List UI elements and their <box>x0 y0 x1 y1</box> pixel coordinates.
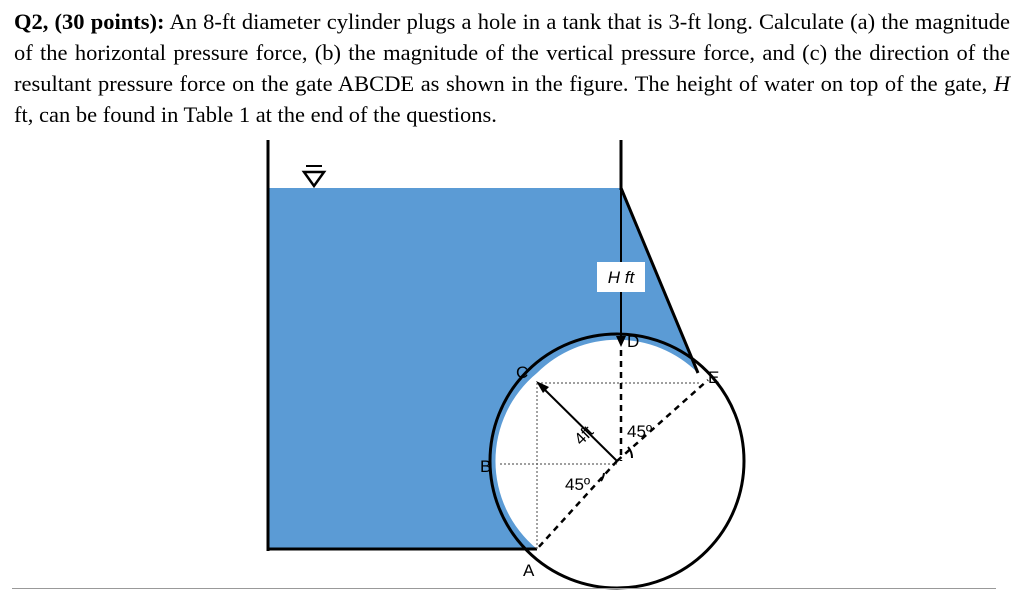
angle-left-label: 45º <box>565 475 591 494</box>
radius-line <box>542 387 617 461</box>
radius-label: 4ft <box>570 422 598 449</box>
bottom-divider <box>12 588 996 589</box>
point-e-label: E <box>708 368 720 387</box>
angle-right-label: 45º <box>627 422 653 441</box>
point-b-label: B <box>480 457 492 476</box>
point-d-label: D <box>627 332 640 351</box>
angle-arc-right <box>628 447 632 458</box>
height-variable: H <box>993 71 1010 96</box>
point-a-label: A <box>523 561 535 580</box>
question-body-2: ft, can be found in Table 1 at the end of the questions. <box>14 102 497 127</box>
height-arrowhead <box>616 336 626 347</box>
question-label: Q2, (30 points): <box>14 9 165 34</box>
point-c-label: C <box>516 363 529 382</box>
dashed-radius-to-e <box>617 380 708 461</box>
water-region <box>268 188 698 549</box>
question-body-1: An 8-ft diameter cylinder plugs a hole in a tank that is 3-ft long. Calculate (a) the magnitude of the horizontal pressure force, (b) the magnitude of the vertical pressure force, and (c) the direction of the resultant pressure force on the gate ABCDE as shown in the figure. The height of water on top of the gate, <box>14 9 1010 96</box>
free-surface-triangle-icon <box>304 172 324 186</box>
height-label: H ft <box>607 268 635 287</box>
